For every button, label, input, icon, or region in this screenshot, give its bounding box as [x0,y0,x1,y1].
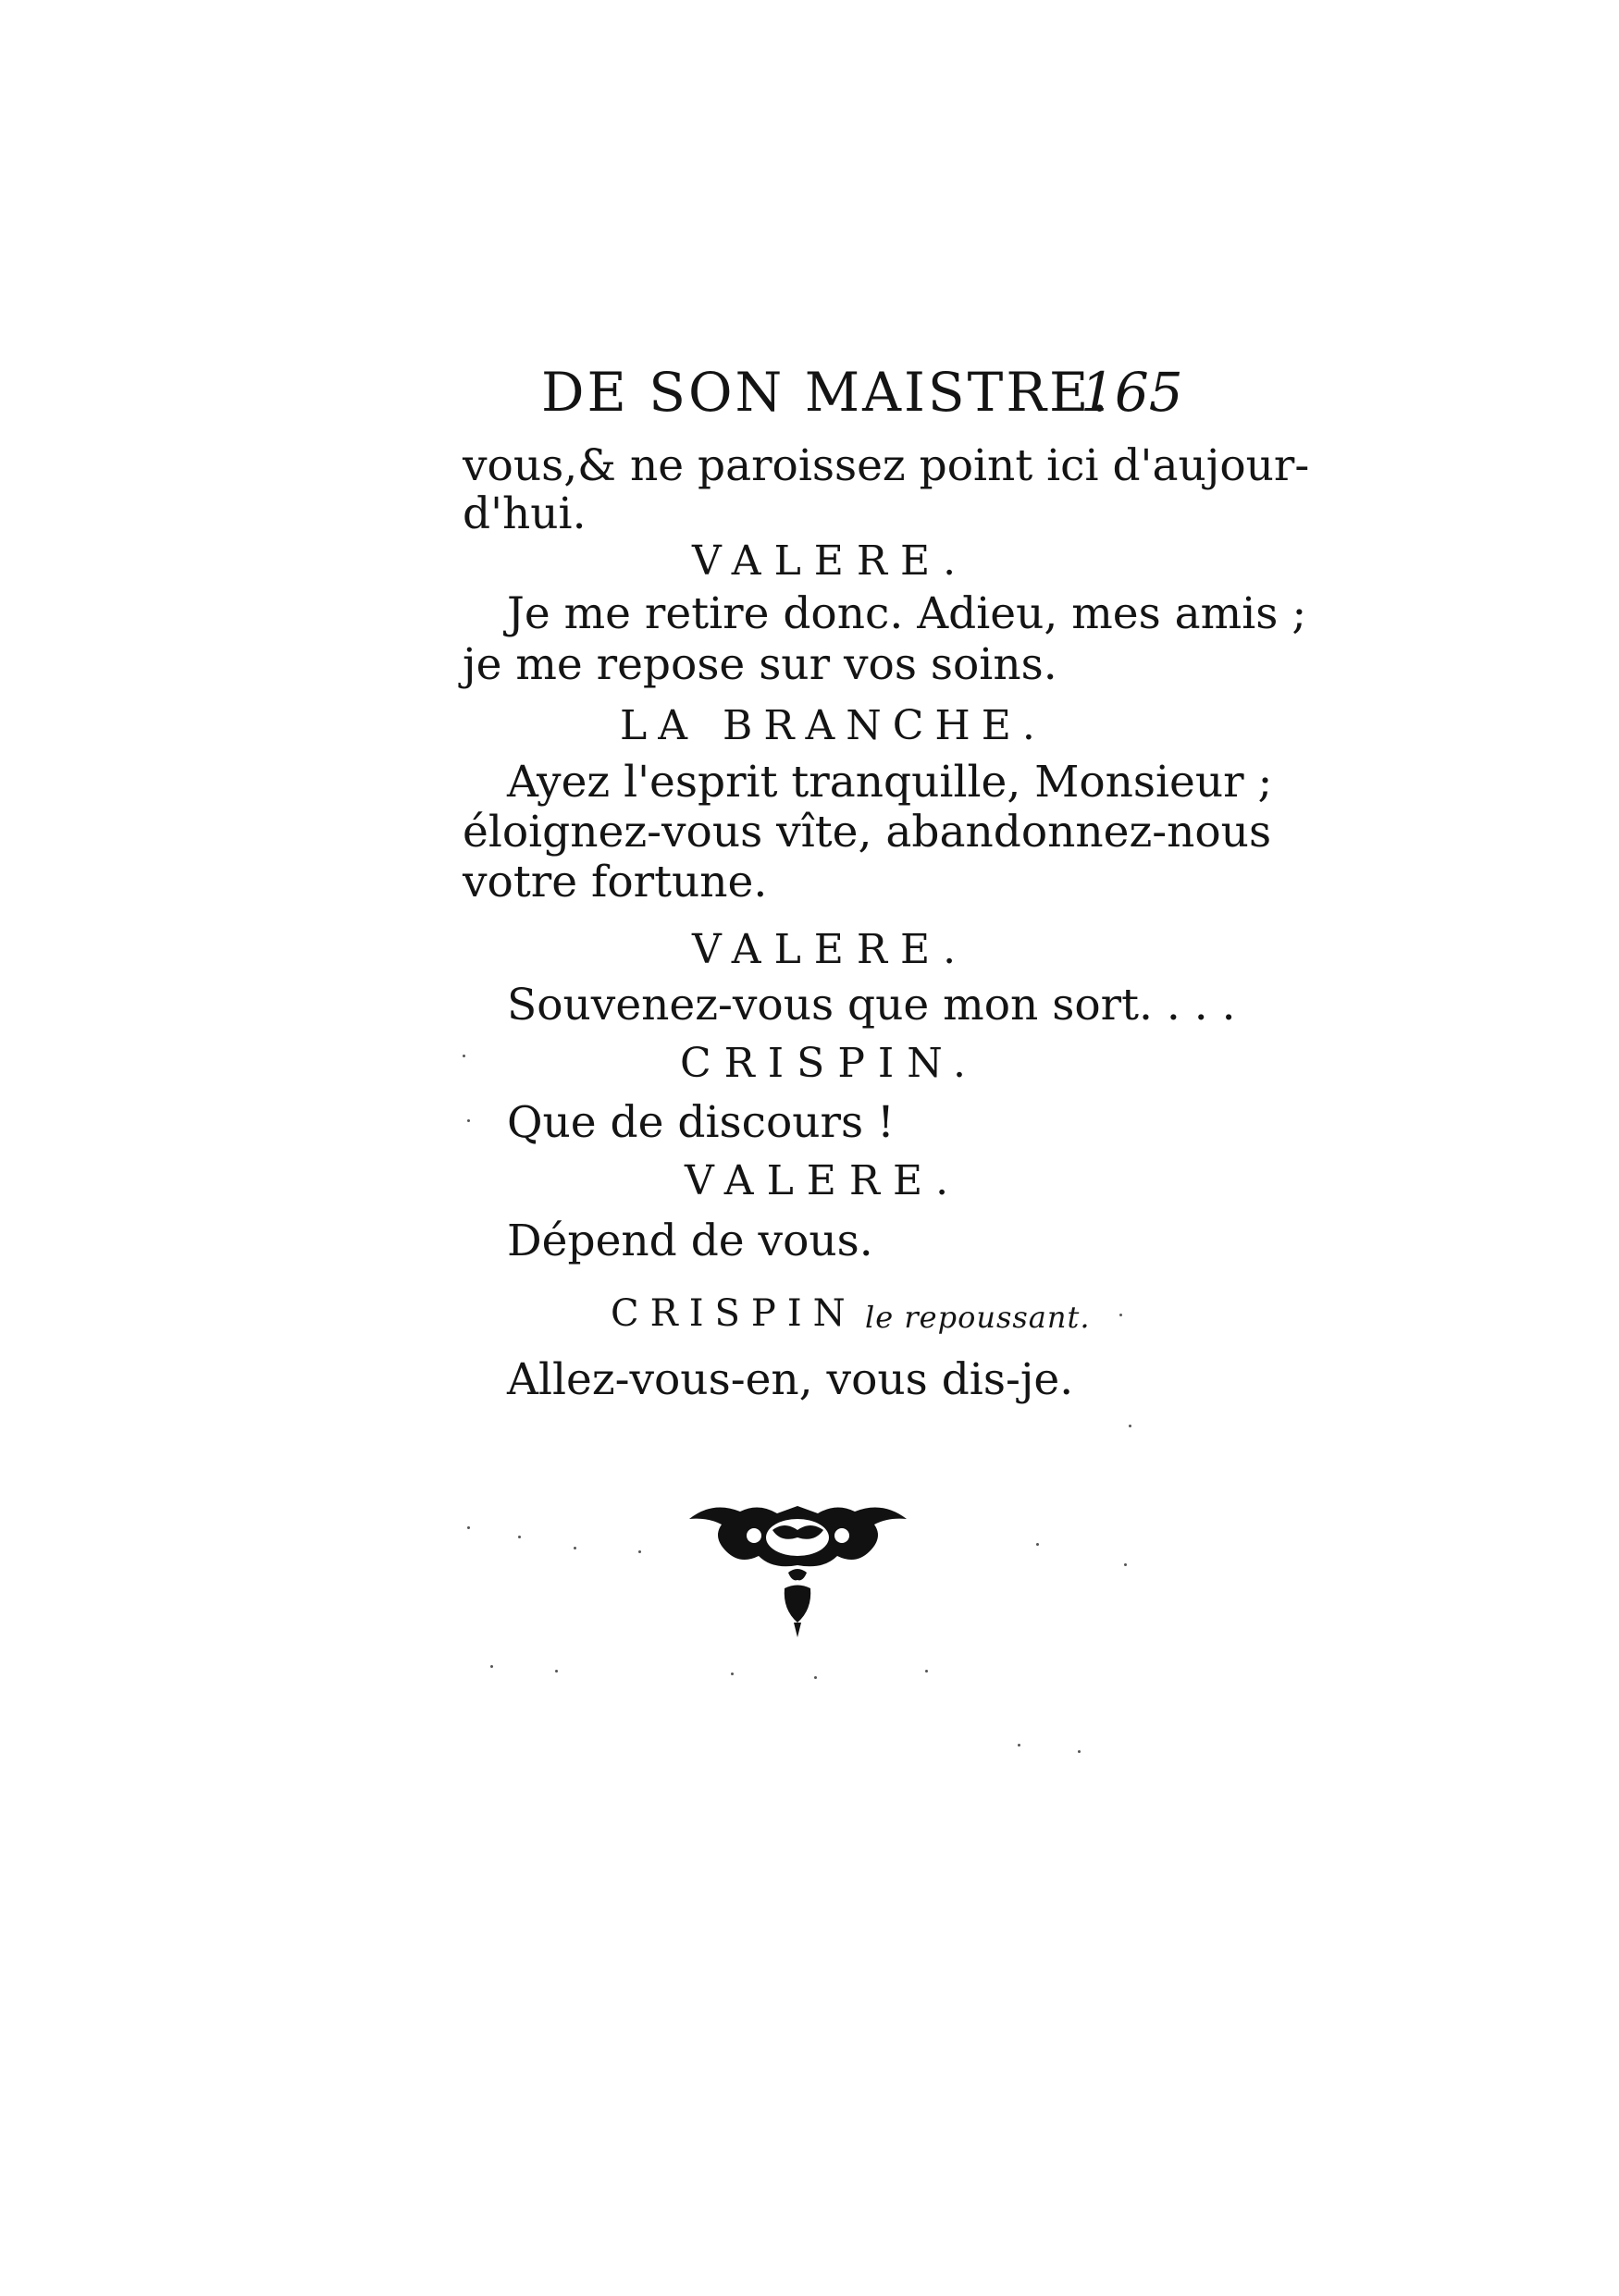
dialogue-line: Allez-vous-en, vous dis-je. [507,1354,1074,1405]
dialogue-line: Je me retire donc. Adieu, mes amis ; [507,588,1307,639]
dialogue-line: je me repose sur vos soins. [463,639,1057,690]
running-head-title: DE SON MAISTRE. [541,361,1111,424]
dialogue-line: Dépend de vous. [507,1216,873,1266]
fleuron-ornament-icon [685,1500,911,1648]
stage-direction: le repoussant. [865,1300,1091,1335]
dialogue-line: votre fortune. [463,857,768,907]
dialogue-line: Ayez l'esprit tranquille, Monsieur ; [507,757,1273,808]
text-line: d'hui. [463,488,587,539]
dialogue-line: Que de discours ! [507,1097,895,1148]
speaker-name: LA BRANCHE. [620,702,1046,749]
text-line: vous,& ne paroissez point ici d'aujour- [463,440,1310,491]
speaker-name: VALERE. [692,537,970,585]
dialogue-line: Souvenez-vous que mon sort. . . . [507,980,1236,1031]
speaker-name: VALERE. [692,926,970,973]
speaker-name: CRISPIN [611,1292,857,1335]
page-number: 165 [1081,361,1183,424]
speaker-name: VALERE. [685,1157,962,1204]
speaker-name: CRISPIN. [680,1040,979,1087]
dialogue-line: éloignez-vous vîte, abandonnez-nous [463,807,1272,858]
